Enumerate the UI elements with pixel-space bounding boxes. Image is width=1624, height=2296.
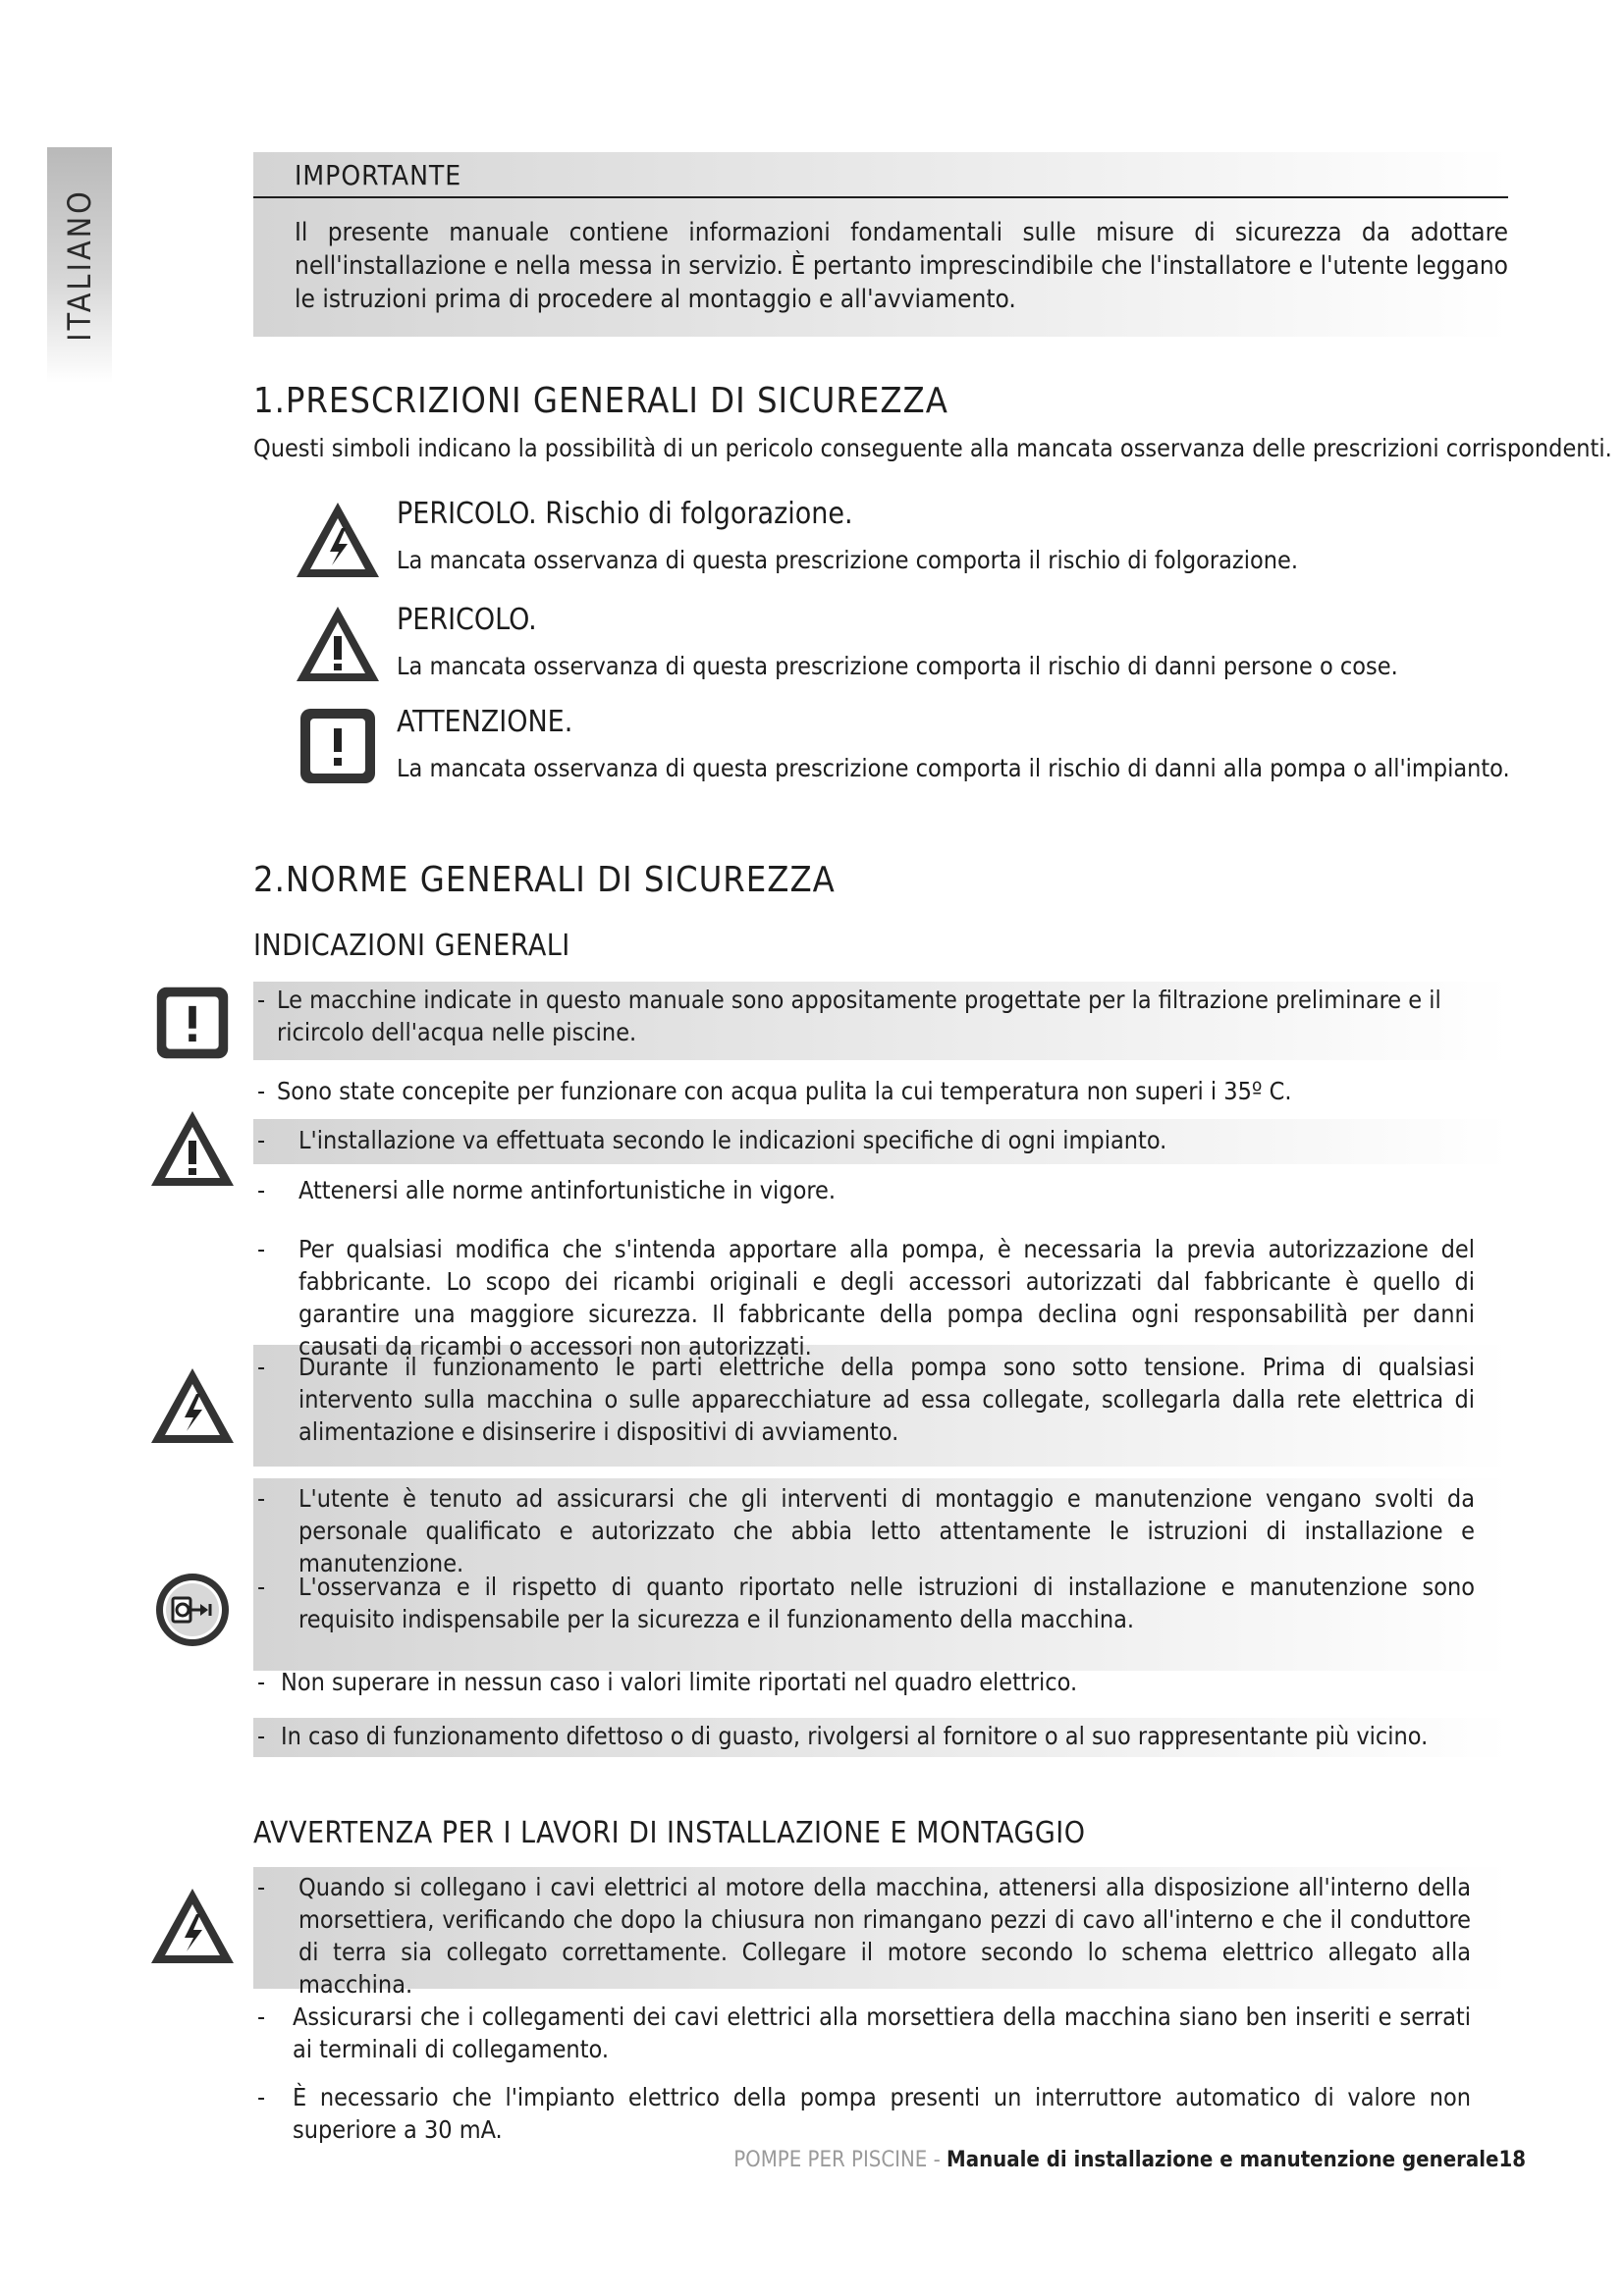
footer-manual: Manuale di installazione e manutenzione generale — [947, 2148, 1499, 2172]
list-item: - Per qualsiasi modifica che s'intenda apportare alla pompa, è necessaria la previa autorizzazione del fabbricante. Lo scopo dei ricambi originali e degli accessori autorizzati dal fabbricante è quello di garantire una maggiore sicurezza. Il fabbricante della pompa declina ogni responsabilità per danni causati da ricambi o accessori non autorizzati. — [257, 1235, 1475, 1361]
symbol-text: La mancata osservanza di questa prescrizione comporta il rischio di danni alla pompa o all'impianto. — [397, 754, 1510, 782]
symbol-title: PERICOLO. Rischio di folgorazione. — [397, 497, 853, 531]
list-item: - L'utente è tenuto ad assicurarsi che gli interventi di montaggio e manutenzione vengano svolti da personale qualificato e autorizzato che abbia letto attentamente le istruzioni di installazione e manutenzione. — [257, 1484, 1475, 1577]
important-divider — [253, 196, 1508, 198]
warning-icon — [293, 603, 383, 685]
page-footer — [733, 2148, 1526, 2172]
section3-title: AVVERTENZA PER I LAVORI DI INSTALLAZIONE E MONTAGGIO — [253, 1816, 1086, 1850]
section2-subtitle: INDICAZIONI GENERALI — [253, 929, 570, 963]
language-tab — [47, 147, 112, 383]
electric-hazard-icon — [147, 1364, 238, 1447]
list-item: - Non superare in nessun caso i valori limite riportati nel quadro elettrico. — [257, 1668, 1078, 1696]
list-item: - Quando si collegano i cavi elettrici al motore della macchina, attenersi alla disposizione all'interno della morsettiera, verificando che dopo la chiusura non rimangano pezzi di cavo all'interno e che il conduttore di terra sia collegato correttamente. Collegare il motore secondo lo schema elettrico allegato alla macchina. — [257, 1873, 1471, 1999]
list-item: - Durante il funzionamento le parti elettriche della pompa sono sotto tensione. Prima di qualsiasi intervento sulla macchina o sulle apparecchiature ad essa collegate, scollegarla dalla rete elettrica di alimentazione e disinserire i dispositivi di avviamento. — [257, 1353, 1475, 1446]
section2-title: 2.NORME GENERALI DI SICUREZZA — [253, 860, 836, 900]
read-manual-icon — [153, 1571, 232, 1649]
list-item: - L'osservanza e il rispetto di quanto riportato nelle istruzioni di installazione e manutenzione sono requisito indispensabile per la sicurezza e il funzionamento della macchina. — [257, 1573, 1475, 1633]
list-item: - Attenersi alle norme antinfortunistiche in vigore. — [257, 1176, 836, 1204]
electric-hazard-icon — [147, 1885, 238, 1967]
list-item: - Sono state concepite per funzionare con acqua pulita la cui temperatura non superi i 35º C. — [257, 1077, 1292, 1105]
section1-intro: Questi simboli indicano la possibilità di un pericolo conseguente alla mancata osservanza delle prescrizioni corrispondenti. — [253, 434, 1612, 462]
language-label: ITALIANO — [61, 188, 98, 342]
symbol-title: ATTENZIONE. — [397, 705, 573, 739]
electric-hazard-icon — [293, 499, 383, 581]
section1-title: 1.PRESCRIZIONI GENERALI DI SICUREZZA — [253, 381, 948, 421]
important-title: IMPORTANTE — [295, 159, 462, 191]
list-item: - Assicurarsi che i collegamenti dei cavi elettrici alla morsettiera della macchina siano ben inseriti e serrati ai terminali di collegamento. — [257, 2002, 1471, 2063]
warning-icon — [147, 1107, 238, 1190]
important-text: Il presente manuale contiene informazioni fondamentali sulle misure di sicurezza da adottare nell'installazione e nella messa in servizio. È pertanto imprescindibile che l'installatore e l'utente leggano le istruzioni prima di procedere al montaggio e all'avviamento. — [295, 218, 1508, 314]
attention-icon — [153, 984, 232, 1062]
symbol-text: La mancata osservanza di questa prescrizione comporta il rischio di danni persone o cose. — [397, 652, 1398, 680]
footer-series: POMPE PER PISCINE - — [733, 2148, 947, 2172]
list-item: - In caso di funzionamento difettoso o di guasto, rivolgersi al fornitore o al suo rappresentante più vicino. — [257, 1722, 1429, 1750]
list-item: - È necessario che l'impianto elettrico della pompa presenti un interruttore automatico di valore non superiore a 30 mA. — [257, 2083, 1471, 2144]
symbol-text: La mancata osservanza di questa prescrizione comporta il rischio di folgorazione. — [397, 546, 1298, 574]
attention-icon — [297, 705, 379, 787]
symbol-title: PERICOLO. — [397, 603, 537, 637]
list-item: - L'installazione va effettuata secondo le indicazioni specifiche di ogni impianto. — [257, 1126, 1167, 1154]
page-number: 18 — [1498, 2148, 1526, 2172]
list-item: - Le macchine indicate in questo manuale sono appositamente progettate per la filtrazione preliminare e il ricircolo dell'acqua nelle piscine. — [257, 986, 1441, 1046]
